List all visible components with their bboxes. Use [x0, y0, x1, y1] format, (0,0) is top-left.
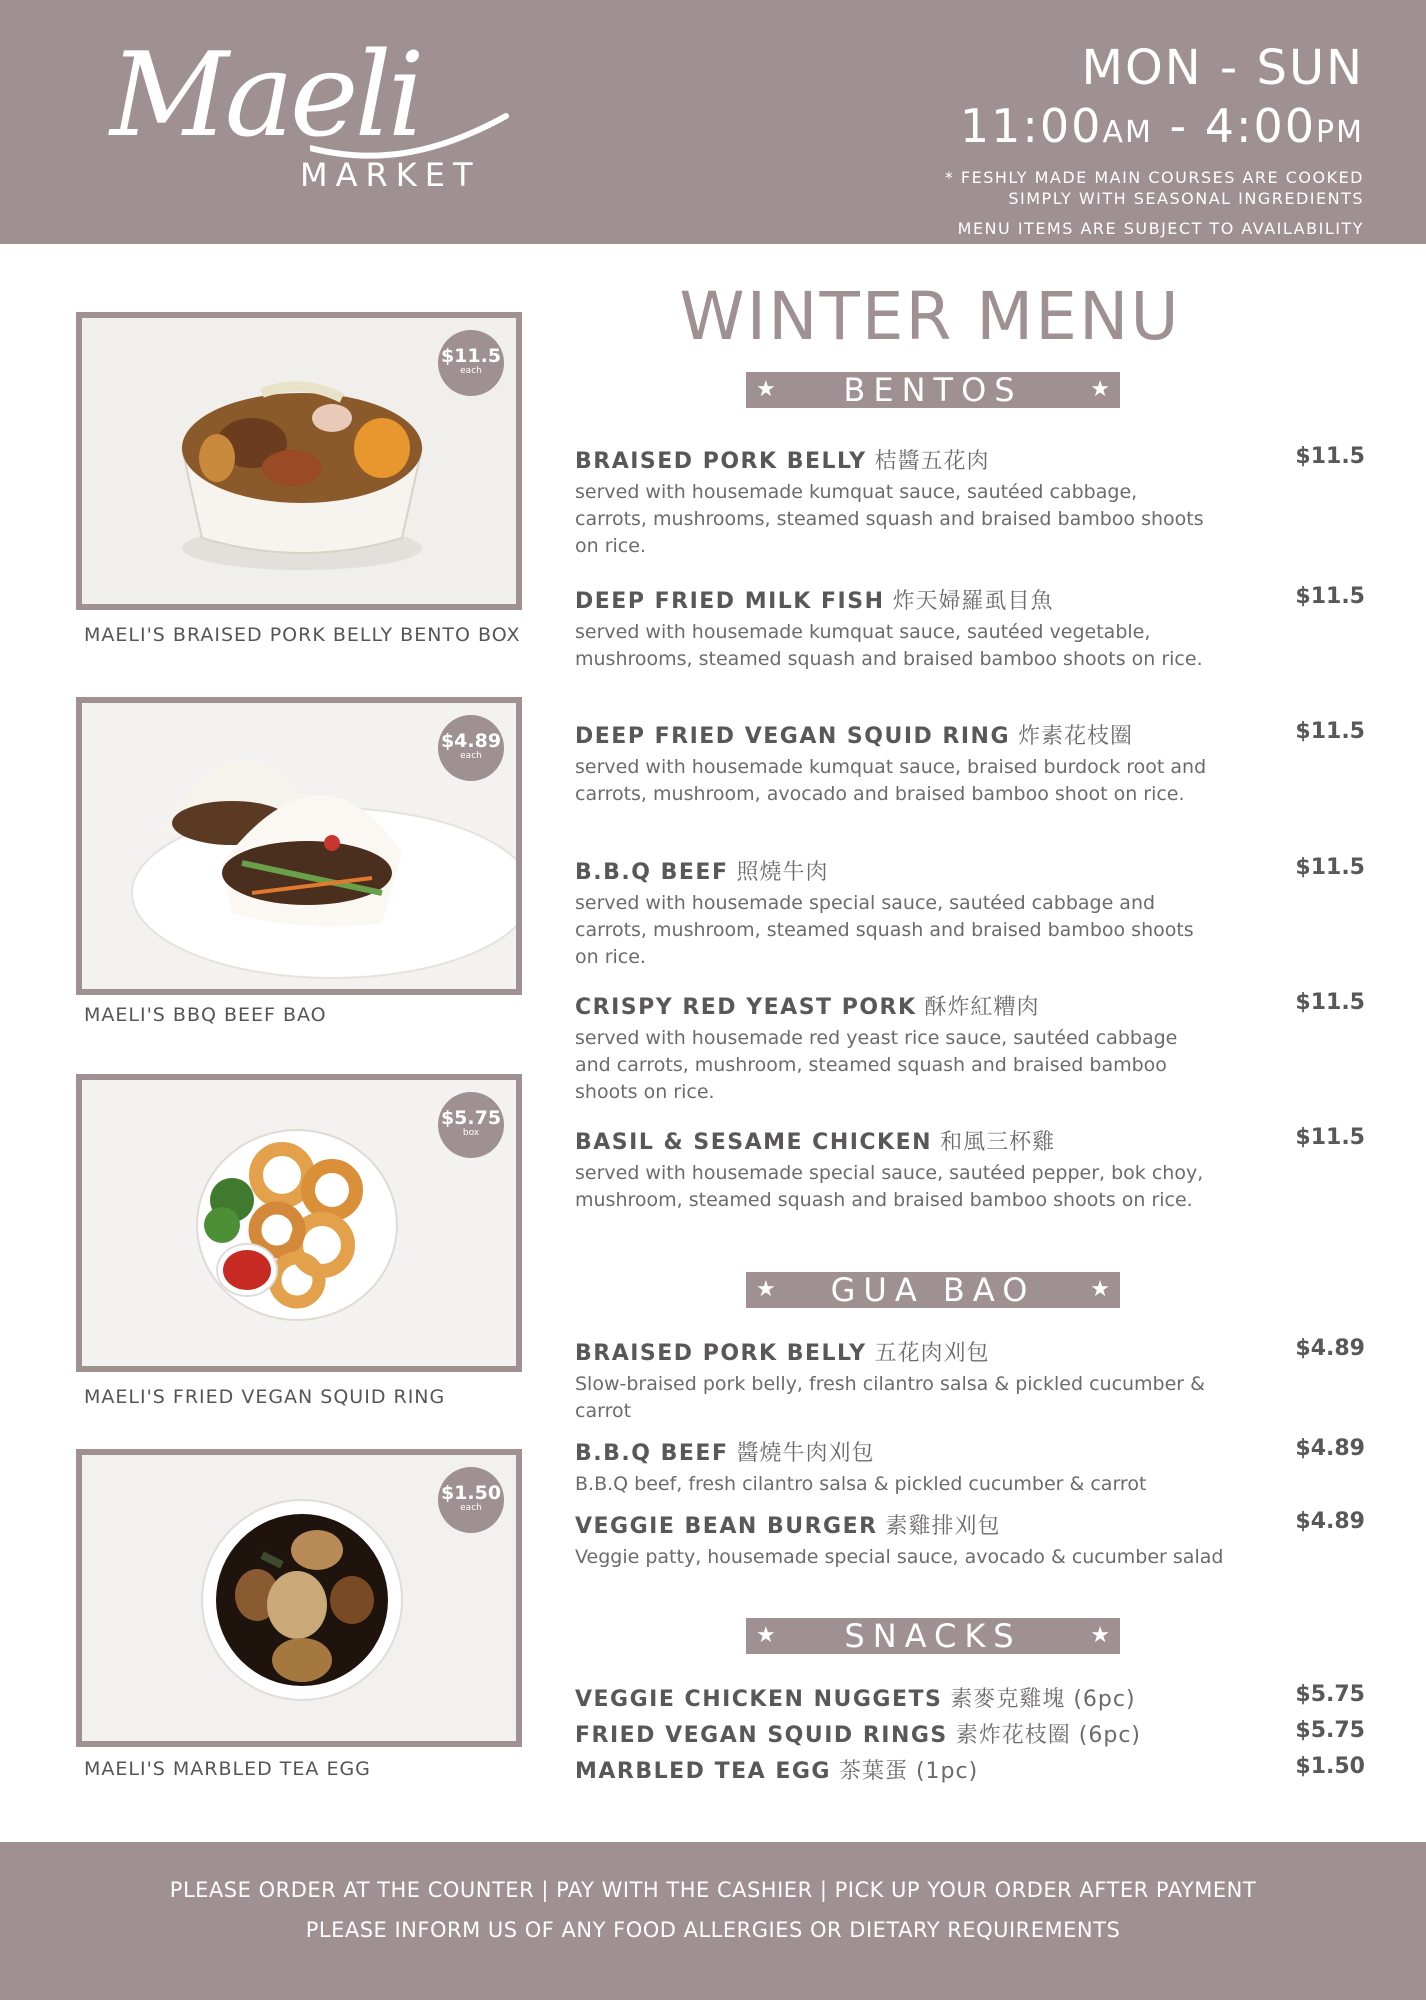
- item-name: CRISPY RED YEAST PORK: [575, 995, 917, 1020]
- maeli-market-logo: [110, 28, 490, 198]
- price-badge: [438, 715, 504, 781]
- menu-item: [575, 719, 1365, 808]
- photo-fried-vegan-squid-ring: [76, 1074, 522, 1372]
- time-separator: -: [1152, 99, 1205, 153]
- photo-caption: MAELI'S BBQ BEEF BAO: [84, 1004, 327, 1026]
- fresh-note-line-1: * FESHLY MADE MAIN COURSES ARE COOKED: [944, 168, 1364, 187]
- photo-caption: MAELI'S FRIED VEGAN SQUID RING: [84, 1386, 446, 1408]
- item-chinese-name: 酥炸紅糟肉: [924, 995, 1040, 1020]
- menu-item: [575, 990, 1365, 1106]
- menu-item: [575, 1125, 1365, 1214]
- photo-bbq-beef-bao: [76, 697, 522, 995]
- star-icon: ★: [1090, 377, 1110, 402]
- menu-item: [575, 1336, 1365, 1425]
- section-title: SNACKS: [844, 1617, 1022, 1655]
- price-badge: [438, 1467, 504, 1533]
- item-price: $1.50: [1295, 1754, 1365, 1779]
- item-chinese-name: 茶葉蛋 (1pc): [838, 1759, 979, 1784]
- opening-time: [945, 98, 1364, 161]
- fresh-note: [945, 167, 1364, 209]
- header-bar: [0, 0, 1426, 244]
- star-icon: ★: [756, 377, 776, 402]
- item-chinese-name: 醬燒牛肉刈包: [736, 1441, 875, 1466]
- item-description: served with housemade kumquat sauce, sautéed vegetable, mushrooms, steamed squash and braised bamboo shoots on rice.: [575, 621, 1203, 670]
- star-icon: ★: [1090, 1277, 1110, 1302]
- item-name: DEEP FRIED MILK FISH: [575, 589, 885, 614]
- item-chinese-name: 素雞排刈包: [885, 1514, 1001, 1539]
- logo-market-text: MARKET: [300, 156, 481, 194]
- menu-item: [575, 1509, 1365, 1571]
- section-header-snacks: [746, 1618, 1120, 1654]
- item-name: MARBLED TEA EGG: [575, 1759, 831, 1784]
- item-description: served with housemade red yeast rice sauce, sautéed cabbage and carrots, mushroom, steamed squash and braised bamboo shoots on rice.: [575, 1027, 1178, 1103]
- star-icon: ★: [756, 1277, 776, 1302]
- item-name: VEGGIE BEAN BURGER: [575, 1514, 878, 1539]
- item-name: B.B.Q BEEF: [575, 860, 729, 885]
- price-badge: [438, 1092, 504, 1158]
- item-name: DEEP FRIED VEGAN SQUID RING: [575, 724, 1011, 749]
- item-price: $5.75: [1295, 1718, 1365, 1743]
- star-icon: ★: [756, 1623, 776, 1648]
- section-header-gua-bao: [746, 1272, 1120, 1308]
- item-name: B.B.Q BEEF: [575, 1441, 729, 1466]
- item-name: BRAISED PORK BELLY: [575, 449, 867, 474]
- item-price: $11.5: [1295, 444, 1365, 469]
- menu-item: [575, 584, 1365, 673]
- item-price: $11.5: [1295, 855, 1365, 880]
- item-chinese-name: 炸天婦羅虱目魚: [892, 589, 1054, 614]
- item-chinese-name: 素炸花枝圈 (6pc): [955, 1723, 1141, 1748]
- item-price: $4.89: [1295, 1436, 1365, 1461]
- menu-item: [575, 1436, 1365, 1498]
- item-price: $5.75: [1295, 1682, 1365, 1707]
- star-icon: ★: [1090, 1623, 1110, 1648]
- item-description: Veggie patty, housemade special sauce, avocado & cucumber salad: [575, 1546, 1224, 1568]
- item-chinese-name: 素麥克雞塊 (6pc): [950, 1687, 1136, 1712]
- badge-unit: each: [460, 1503, 482, 1513]
- badge-unit: box: [462, 1128, 480, 1138]
- section-title: GUA BAO: [830, 1271, 1036, 1309]
- item-price: $11.5: [1295, 990, 1365, 1015]
- menu-item: [575, 1682, 1365, 1713]
- section-title: BENTOS: [843, 371, 1023, 409]
- fresh-note-line-2: SIMPLY WITH SEASONAL INGREDIENTS: [1008, 189, 1364, 208]
- badge-unit: each: [460, 751, 482, 761]
- menu-item: [575, 1754, 1365, 1785]
- item-name: VEGGIE CHICKEN NUGGETS: [575, 1687, 943, 1712]
- item-price: $11.5: [1295, 719, 1365, 744]
- close-time: 4:00: [1204, 99, 1317, 153]
- item-chinese-name: 桔醬五花肉: [874, 449, 990, 474]
- item-name: FRIED VEGAN SQUID RINGS: [575, 1723, 948, 1748]
- item-description: B.B.Q beef, fresh cilantro salsa & pickled cucumber & carrot: [575, 1473, 1147, 1495]
- menu-item: [575, 855, 1365, 971]
- logo-script: Maeli: [110, 28, 421, 163]
- badge-price: $11.5: [440, 345, 502, 367]
- item-name: BRAISED PORK BELLY: [575, 1341, 867, 1366]
- price-badge: [438, 330, 504, 396]
- item-chinese-name: 炸素花枝圈: [1018, 724, 1134, 749]
- menu-title: WINTER MENU: [679, 278, 1181, 355]
- open-suffix: AM: [1102, 115, 1153, 150]
- badge-price: $5.75: [440, 1107, 502, 1129]
- photo-marbled-tea-egg: [76, 1449, 522, 1747]
- section-header-bentos: [746, 372, 1120, 408]
- item-description: served with housemade special sauce, sautéed pepper, bok choy, mushroom, steamed squash and braised bamboo shoots on rice.: [575, 1162, 1204, 1211]
- availability-note: MENU ITEMS ARE SUBJECT TO AVAILABILITY: [957, 219, 1364, 238]
- item-description: Slow-braised pork belly, fresh cilantro salsa & pickled cucumber & carrot: [575, 1373, 1205, 1422]
- item-description: served with housemade kumquat sauce, sautéed cabbage, carrots, mushrooms, steamed squash and braised bamboo shoots on rice.: [575, 481, 1204, 557]
- order-instructions: PLEASE ORDER AT THE COUNTER | PAY WITH THE CASHIER | PICK UP YOUR ORDER AFTER PAYMENT: [169, 1878, 1257, 1902]
- badge-unit: each: [460, 366, 482, 376]
- allergy-notice: PLEASE INFORM US OF ANY FOOD ALLERGIES OR DIETARY REQUIREMENTS: [305, 1918, 1121, 1942]
- item-name: BASIL & SESAME CHICKEN: [575, 1130, 933, 1155]
- photo-caption: MAELI'S BRAISED PORK BELLY BENTO BOX: [84, 624, 521, 646]
- menu-item: [575, 444, 1365, 560]
- opening-hours: [945, 38, 1364, 238]
- badge-price: $4.89: [440, 730, 502, 752]
- open-time: 11:00: [959, 99, 1103, 153]
- item-chinese-name: 和風三杯雞: [940, 1130, 1056, 1155]
- item-chinese-name: 照燒牛肉: [736, 860, 829, 885]
- item-description: served with housemade kumquat sauce, braised burdock root and carrots, mushroom, avocado and braised bamboo shoot on rice.: [575, 756, 1207, 805]
- badge-price: $1.50: [440, 1482, 502, 1504]
- footer-bar: [0, 1842, 1426, 2000]
- item-price: $4.89: [1295, 1336, 1365, 1361]
- item-price: $4.89: [1295, 1509, 1365, 1534]
- item-price: $11.5: [1295, 584, 1365, 609]
- item-chinese-name: 五花肉刈包: [874, 1341, 990, 1366]
- menu-item: [575, 1718, 1365, 1749]
- opening-days: MON - SUN: [1081, 40, 1364, 96]
- photo-caption: MAELI'S MARBLED TEA EGG: [84, 1758, 371, 1780]
- item-price: $11.5: [1295, 1125, 1365, 1150]
- close-suffix: PM: [1316, 115, 1364, 150]
- photo-pork-belly-bento: [76, 312, 522, 610]
- item-description: served with housemade special sauce, sautéed cabbage and carrots, mushroom, steamed squash and braised bamboo shoots on rice.: [575, 892, 1194, 968]
